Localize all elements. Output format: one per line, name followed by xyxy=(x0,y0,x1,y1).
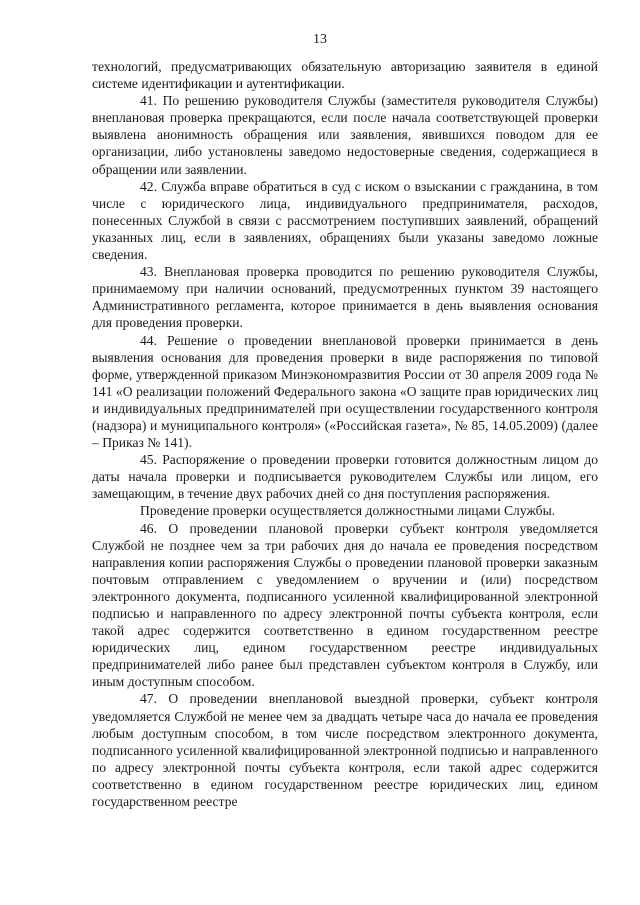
paragraph-42: 42. Служба вправе обратиться в суд с иском о взыскании с гражданина, в том числе с юридического лица, индивидуального предпринимателя, расходов, понесенных Службой в связи с рассмотрением поступивших заявлений, обращений указанных лиц, если в заявлениях, обращениях были указаны заведомо ложные сведения. xyxy=(92,178,598,263)
paragraph-inspection-officials: Проведение проверки осуществляется должностными лицами Службы. xyxy=(140,503,556,519)
paragraph-45: 45. Распоряжение о проведении проверки готовится должностным лицом до даты начала проверки и подписывается руководителем Службы или лицом, его замещающим, в течение двух рабочих дней со дня поступления распоряжения. xyxy=(92,452,598,502)
page-number: 13 xyxy=(313,32,327,47)
document-body xyxy=(92,58,598,810)
paragraph-46: 46. О проведении плановой проверки субъект контроля уведомляется Службой не позднее чем за три рабочих дня до начала ее проведения посредством направления копии распоряжения Службы о проведении плановой проверки заказным почтовым отправлением с уведомлением о вручении и (или) посредством электронного документа, подписанного усиленной квалифицированной электронной подписью и направленного по адресу электронной почты субъекта контроля, если такой адрес содержится соответственно в едином государственном реестре юридических лиц, едином государственном реестре индивидуальных предпринимателей либо ранее был представлен субъектом контроля в Службу, или иным доступным способом. xyxy=(92,520,598,690)
paragraph-41: 41. По решению руководителя Службы (заместителя руководителя Службы) внеплановая проверка прекращаются, если после начала соответствующей проверки выявлена анонимность обращения или заявления, явившихся поводом для ее организации, либо установлены заведомо недостоверные сведения, содержащиеся в обращении или заявлении. xyxy=(92,93,598,177)
paragraph-47: 47. О проведении внеплановой выездной проверки, субъект контроля уведомляется Службой не менее чем за двадцать четыре часа до начала ее проведения любым доступным способом, в том числе посредством электронного документа, подписанного усиленной квалифицированной электронной подписью и направленного по адресу электронной почты субъекта контроля, если такой адрес содержится соответственно в едином государственном реестре юридических лиц, едином государственном реестре xyxy=(92,691,598,810)
paragraph-continuation: технологий, предусматривающих обязательную авторизацию заявителя в единой системе идентификации и аутентификации. xyxy=(92,59,598,92)
paragraph-43: 43. Внеплановая проверка проводится по решению руководителя Службы, принимаемому при наличии оснований, предусмотренных пунктом 39 настоящего Административного регламента, которое принимается в день выявления основания для проведения проверки. xyxy=(92,264,598,331)
paragraph-44: 44. Решение о проведении внеплановой проверки принимается в день выявления основания для проведения проверки в виде распоряжения по типовой форме, утвержденной приказом Минэкономразвития России от 30 апреля 2009 года № 141 «О реализации положений Федерального закона «О защите прав юридических лиц и индивидуальных предпринимателей при осуществлении государственного контроля (надзора) и муниципального контроля» («Российская газета», № 85, 14.05.2009) (далее – Приказ № 141). xyxy=(92,332,598,451)
